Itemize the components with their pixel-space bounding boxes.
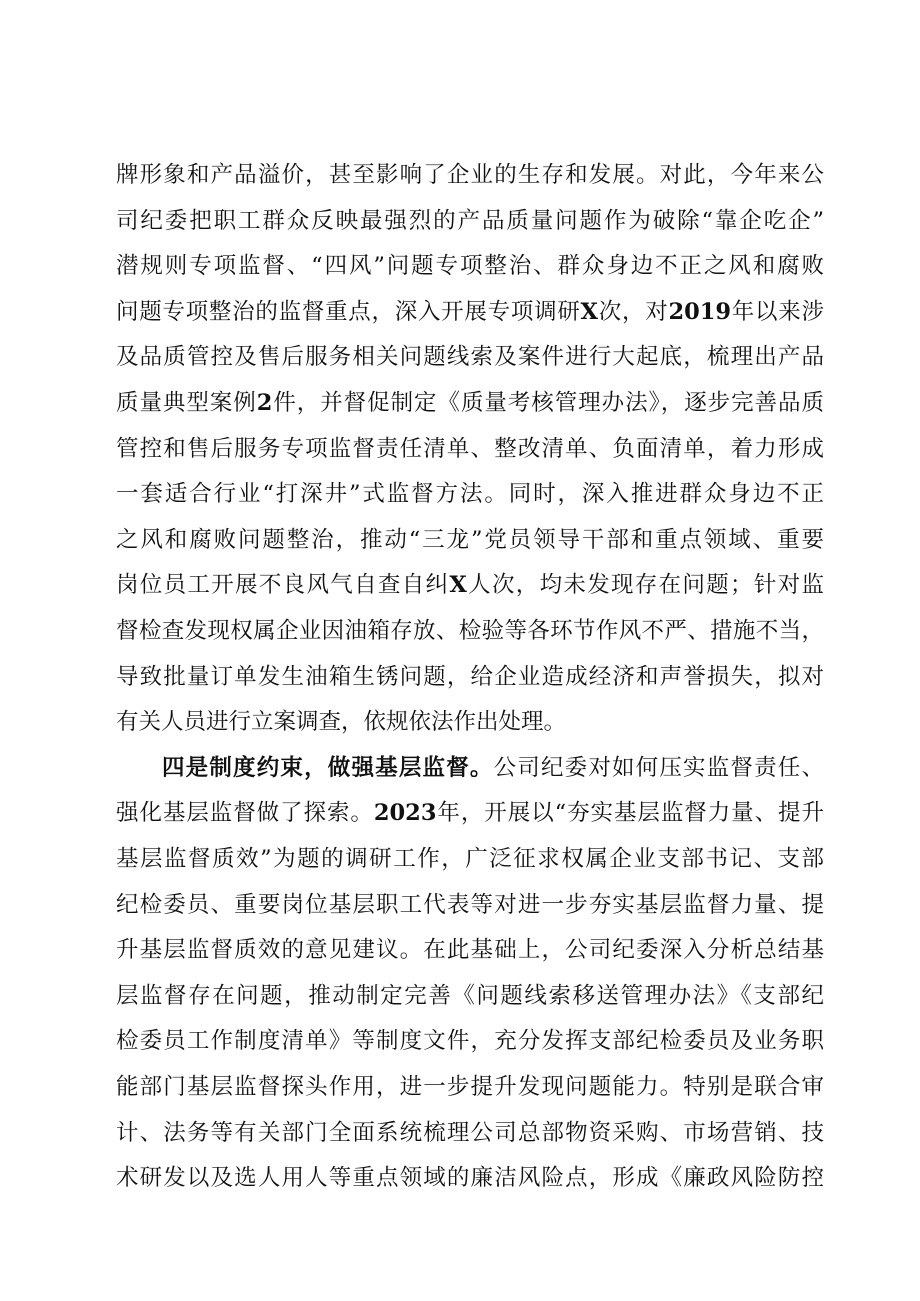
text-run: 术研发以及选人用人等重点领域的廉洁风险点，形成《廉政风险防控 [116, 1165, 824, 1192]
text-run: 质量典型案例 [116, 390, 257, 416]
bold-text-run: X [580, 298, 599, 325]
text-run: 检委员工作制度清单》等制度文件，充分发挥支部纪检委员及业务职 [116, 1028, 824, 1055]
paragraph-line [116, 608, 824, 654]
paragraph-line [116, 1064, 824, 1110]
paragraph-line [116, 973, 824, 1019]
text-run: 及品质管控及售后服务相关问题线索及案件进行大起底，梳理出产品 [116, 344, 824, 371]
text-run: 一套适合行业“打深井”式监督方法。同时，深入推进群众身边不正 [116, 481, 824, 508]
paragraph-line [116, 334, 824, 380]
bold-text-run: 2 [256, 390, 273, 416]
text-run: 升基层监督质效的意见建议。在此基础上，公司纪委深入分析总结基 [116, 937, 824, 964]
text-run: 次，对 [598, 298, 669, 325]
text-run: 有关人员进行立案调查，依规依法作出处理。 [116, 709, 567, 736]
paragraph-line [116, 517, 824, 563]
paragraph-line [116, 380, 824, 426]
text-run: 强化基层监督做了探索。 [116, 800, 374, 827]
paragraph-line [116, 836, 824, 882]
text-run: 公司纪委对如何压实监督责任、 [493, 754, 824, 781]
paragraph-line [116, 562, 824, 608]
paragraph-line [116, 1018, 824, 1064]
text-run: 年以来涉 [731, 298, 824, 325]
text-run: 牌形象和产品溢价，甚至影响了企业的生存和发展。对此，今年来公 [116, 162, 824, 188]
text-run: 纪检委员、重要岗位基层职工代表等对进一步夯实基层监督力量、提 [116, 891, 824, 918]
text-run: 计、法务等有关部门全面系统梳理公司总部物资采购、市场营销、技 [116, 1119, 824, 1146]
text-run: 能部门基层监督探头作用，进一步提升发现问题能力。特别是联合审 [116, 1074, 824, 1100]
paragraph-line [116, 882, 824, 928]
paragraph-line [116, 289, 824, 335]
text-run: 人次，均未发现存在问题；针对监 [466, 572, 824, 599]
paragraph-line [116, 243, 824, 289]
bold-text-run: 2019 [668, 298, 732, 325]
paragraph-line [116, 198, 824, 244]
text-run: 导致批量订单发生油箱生锈问题，给企业造成经济和声誉损失，拟对 [116, 663, 824, 690]
paragraph-line [116, 1110, 824, 1156]
text-run: 件，并督促制定《质量考核管理办法》，逐步完善品质 [272, 390, 824, 416]
text-run: 之风和腐败问题整治，推动“三龙”党员领导干部和重点领域、重要 [116, 526, 824, 553]
text-run: 问题专项整治的监督重点，深入开展专项调研 [116, 298, 581, 325]
text-run: 年，开展以“夯实基层监督力量、提升 [436, 800, 824, 827]
paragraph-line [116, 471, 824, 517]
paragraph-line [116, 426, 824, 472]
paragraph-line [116, 927, 824, 973]
paragraph-line [116, 790, 824, 836]
paragraph-line [116, 152, 824, 198]
paragraph-line [116, 1155, 824, 1201]
paragraph-line [116, 699, 824, 745]
text-run: 管控和售后服务专项监督责任清单、整改清单、负面清单，着力形成 [116, 435, 824, 462]
bold-text-run: 四是制度约束，做强基层监督。 [162, 754, 494, 781]
text-run: 司纪委把职工群众反映最强烈的产品质量问题作为破除“靠企吃企” [116, 207, 824, 234]
paragraph-line [116, 654, 824, 700]
text-run: 岗位员工开展不良风气自查自纠 [116, 572, 450, 599]
paragraph-line [162, 745, 824, 791]
text-run: 督检查发现权属企业因油箱存放、检验等各环节作风不严、措施不当， [116, 618, 824, 644]
text-run: 潜规则专项监督、“四风”问题专项整治、群众身边不正之风和腐败 [116, 253, 824, 280]
text-run: 层监督存在问题，推动制定完善《问题线索移送管理办法》《支部纪 [116, 982, 824, 1009]
bold-text-run: 2023 [373, 800, 437, 827]
bold-text-run: X [449, 572, 467, 599]
text-run: 基层监督质效”为题的调研工作，广泛征求权属企业支部书记、支部 [116, 846, 824, 872]
